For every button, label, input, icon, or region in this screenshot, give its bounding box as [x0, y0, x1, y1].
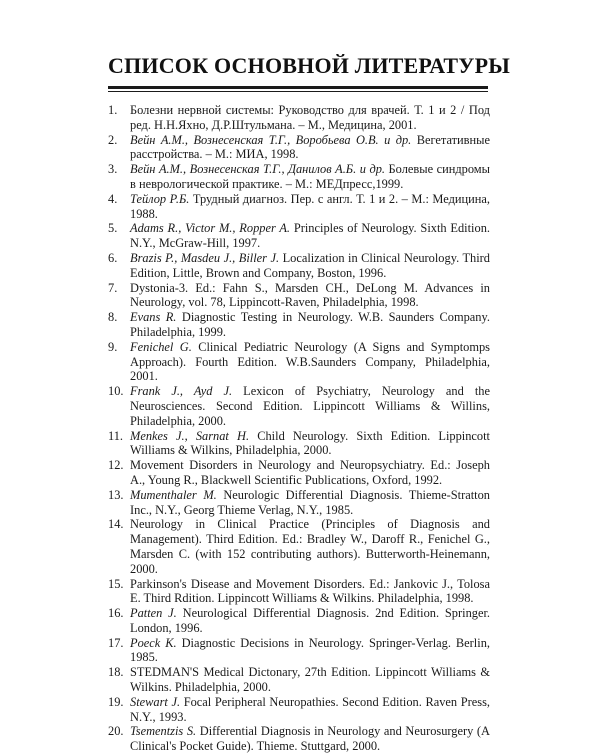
page-title: СПИСОК ОСНОВНОЙ ЛИТЕРАТУРЫ [108, 53, 511, 78]
reference-number: 10. [108, 384, 124, 399]
reference-number: 14. [108, 517, 124, 532]
reference-authors: Frank J., Ayd J. [130, 384, 233, 399]
reference-list [108, 103, 490, 754]
reference-authors: Menkes J., Sarnat H. [130, 428, 250, 443]
reference-number: 9. [108, 339, 118, 354]
reference-number: 15. [108, 576, 124, 591]
reference-number: 18. [108, 665, 124, 680]
reference-item [108, 636, 490, 666]
reference-authors: Вейн А.М., Вознесенская Т.Г., Воробьева О.В. и др. [130, 132, 412, 147]
reference-number: 20. [108, 724, 124, 739]
reference-authors: Adams R., Victor M., Ropper A. [130, 221, 291, 236]
reference-item [108, 488, 490, 518]
reference-number: 4. [108, 191, 118, 206]
reference-item [108, 251, 490, 281]
title-rule-thin [108, 91, 488, 92]
reference-number: 12. [108, 458, 124, 473]
reference-authors: Brazis P., Masdeu J., Biller J. [130, 250, 280, 265]
reference-text: Болезни нервной системы: Руководство для врачей. Т. 1 и 2 / Под ред. Н.Н.Яхно, Д.Р.Штульмана. – М., Медицина, 2001. [130, 103, 490, 132]
reference-text: Diagnostic Testing in Neurology. W.B. Saunders Company. Philadelphia, 1999. [130, 310, 490, 339]
reference-text: Diagnostic Decisions in Neurology. Springer-Verlag. Berlin, 1985. [130, 635, 490, 665]
reference-number: 16. [108, 606, 124, 621]
reference-item [108, 281, 490, 311]
reference-authors: Stewart J. [130, 694, 181, 709]
reference-item [108, 665, 490, 695]
reference-item [108, 384, 490, 428]
reference-number: 3. [108, 162, 118, 177]
reference-text: Localization in Clinical Neurology. Third Edition, Little, Brown and Company, Boston, 1996. [130, 250, 490, 280]
reference-item [108, 162, 490, 192]
reference-number: 11. [108, 428, 124, 443]
reference-number: 13. [108, 487, 124, 502]
reference-item [108, 192, 490, 222]
reference-text: Lexicon of Psychiatry, Neurology and the Neurosciences. Second Edition. Lippincott Williams & Willins, Philadelphia, 2000. [130, 384, 490, 428]
reference-item [108, 458, 490, 488]
reference-authors: Evans R. [130, 310, 177, 325]
reference-authors: Poeck K. [130, 635, 177, 650]
reference-item [108, 429, 490, 459]
reference-item [108, 517, 490, 576]
reference-text: Focal Peripheral Neuropathies. Second Edition. Raven Press, N.Y., 1993. [130, 694, 490, 724]
reference-number: 7. [108, 280, 118, 295]
reference-authors: Fenichel G. [130, 339, 192, 354]
title-rule-thick [108, 86, 488, 89]
reference-text: Neurology in Clinical Practice (Principles of Diagnosis and Management). Third Edition. Ed.: Bradley W., Daroff R., Fenichel G., Marsden C. (with 152 contributing authors). Butterworth-Heinemann, 2000. [130, 517, 490, 576]
reference-text: Parkinson's Disease and Movement Disorders. Ed.: Jankovic J., Tolosa E. Third Rdition. Lippincott Williams & Wilkins. Philadelphia, 1998. [130, 576, 490, 606]
reference-text: STEDMAN'S Medical Dictonary, 27th Edition. Lippincott Williams & Wilkins. Philadelphia, 2000. [130, 665, 490, 695]
reference-item [108, 310, 490, 340]
reference-item [108, 606, 490, 636]
reference-text: Differential Diagnosis in Neurology and Neurosurgery (A Clinical's Pocket Guide). Thieme. Stuttgard, 2000. [130, 724, 491, 754]
reference-item [108, 340, 490, 384]
reference-authors: Patten J. [130, 606, 177, 621]
reference-text: Вегетативные расстройства. – М.: МИА, 1998. [130, 132, 490, 162]
reference-text: Principles of Neurology. Sixth Edition. N.Y., McGraw-Hill, 1997. [130, 221, 490, 251]
reference-number: 1. [108, 103, 118, 117]
reference-number: 6. [108, 250, 118, 265]
reference-item [108, 577, 490, 607]
reference-item [108, 695, 490, 725]
reference-number: 5. [108, 221, 118, 236]
reference-text: Child Neurology. Sixth Edition. Lippincott Williams & Wilkins, Philadelphia, 2000. [130, 428, 491, 458]
reference-text: Dystonia-3. Ed.: Fahn S., Marsden CH., DeLong M. Advances in Neurology, vol. 78, Lippincott-Raven, Philadelphia, 1998. [130, 280, 490, 310]
reference-text: Movement Disorders in Neurology and Neuropsychiatry. Ed.: Joseph A., Young R., Blackwell Scientific Publications, Oxford, 1992. [130, 458, 490, 487]
reference-text: Neurological Differential Diagnosis. 2nd Edition. Springer. London, 1996. [130, 606, 491, 635]
reference-text: Clinical Pediatric Neurology (A Signs and Symptomps Approach). Fourth Edition. W.B.Saunders Company, Philadelphia, 2001. [130, 339, 490, 384]
reference-number: 2. [108, 132, 118, 147]
reference-text: Болевые синдромы в неврологической практике. – М.: МЕДпресс,1999. [130, 162, 490, 191]
reference-authors: Tsementzis S. [130, 724, 197, 739]
reference-authors: Вейн А.М., Вознесенская Т.Г., Данилов А.Б. и др. [130, 162, 386, 177]
reference-authors: Mumenthaler M. [130, 487, 217, 502]
reference-number: 17. [108, 635, 124, 650]
reference-text: Neurologic Differential Diagnosis. Thieme-Stratton Inc., N.Y., Georg Thieme Verlag, N.Y., 1985. [130, 487, 490, 517]
reference-text: Трудный диагноз. Пер. с англ. Т. 1 и 2. – М.: Медицина, 1988. [130, 191, 490, 221]
reference-item [108, 103, 490, 133]
reference-item [108, 133, 490, 163]
reference-number: 19. [108, 694, 124, 709]
reference-number: 8. [108, 310, 118, 325]
reference-item [108, 221, 490, 251]
reference-authors: Тейлор Р.Б. [130, 191, 190, 206]
